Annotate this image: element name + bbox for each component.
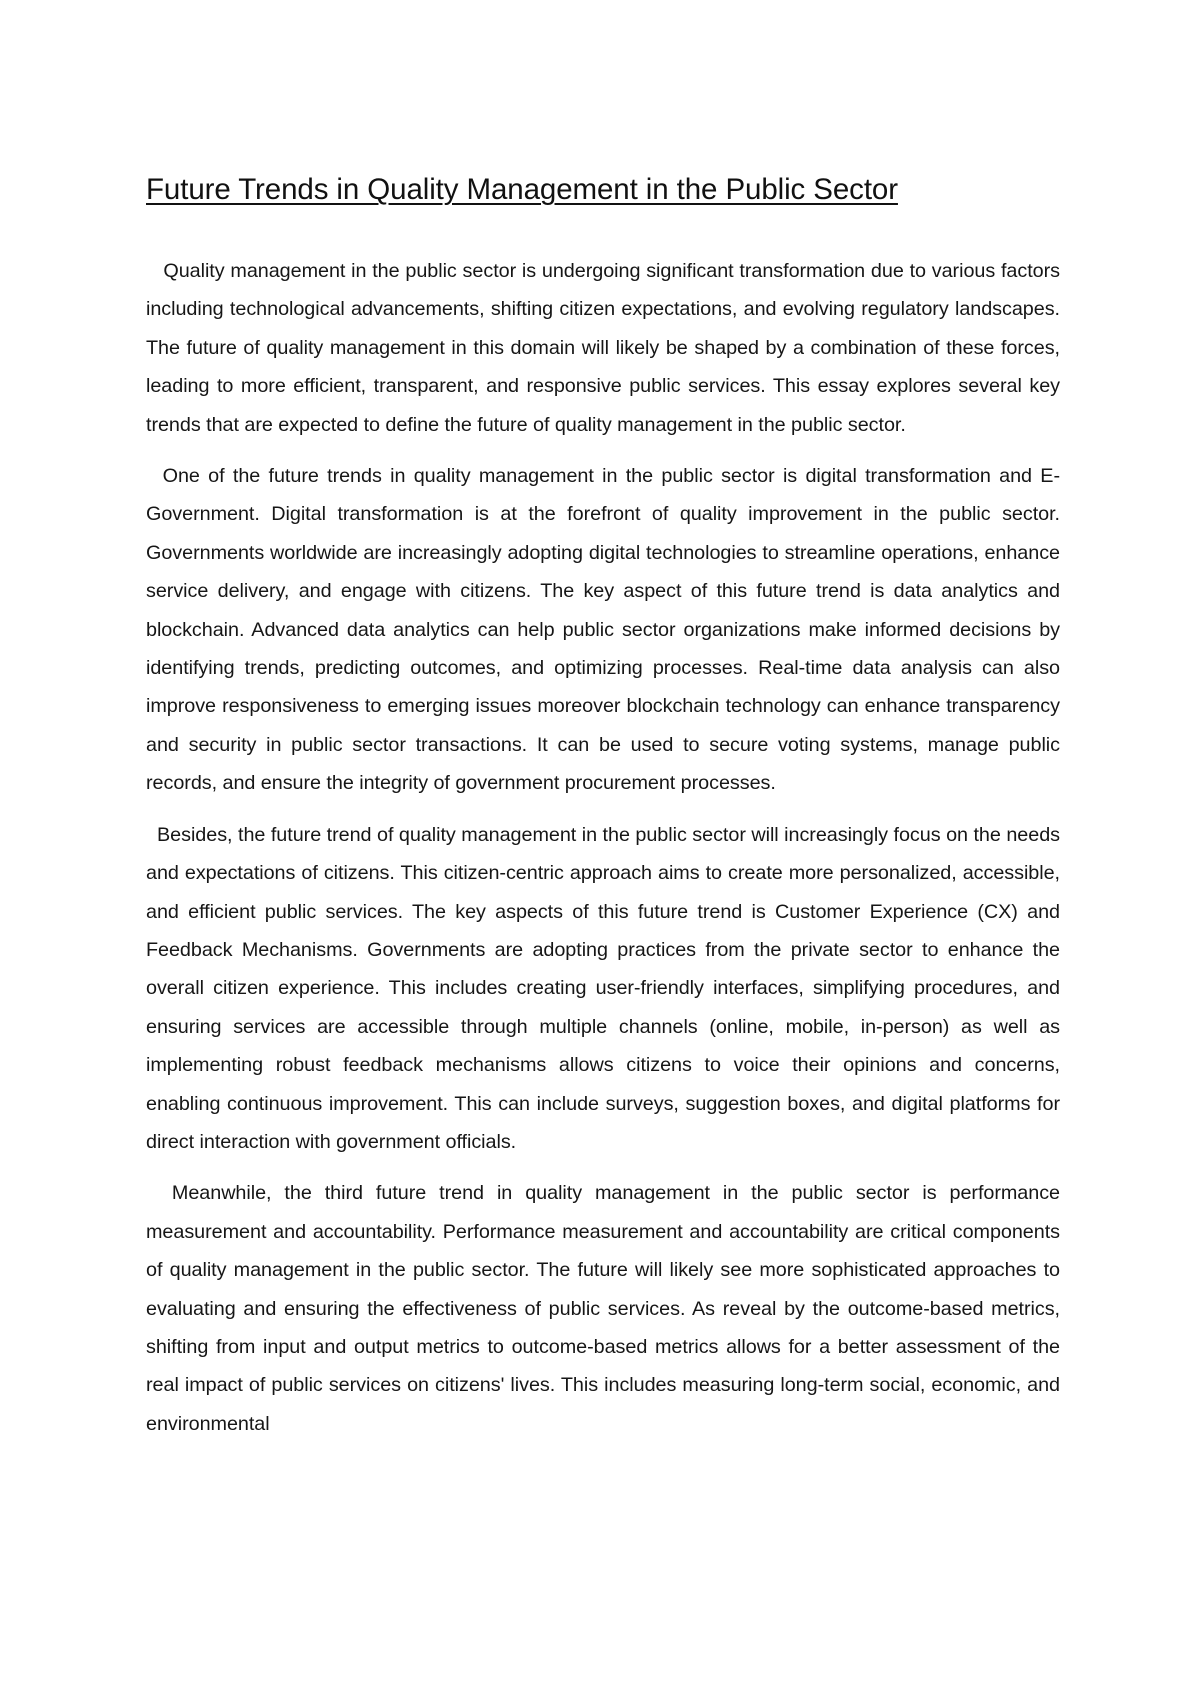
document-title: Future Trends in Quality Management in the Public Sector	[146, 173, 898, 206]
paragraph-citizen-centric: Besides, the future trend of quality management in the public sector will increasingly focus on the needs and expectations of citizens. This citizen-centric approach aims to create more personalized, accessible, and efficient public services. The key aspects of this future trend is Customer Experience (CX) and Feedback Mechanisms. Governments are adopting practices from the private sector to enhance the overall citizen experience. This includes creating user-friendly interfaces, simplifying procedures, and ensuring services are accessible through multiple channels (online, mobile, in-person) as well as implementing robust feedback mechanisms allows citizens to voice their opinions and concerns, enabling continuous improvement. This can include surveys, suggestion boxes, and digital platforms for direct interaction with government officials.	[146, 823, 1060, 1153]
paragraph-performance-measurement: Meanwhile, the third future trend in quality management in the public sector is performance measurement and accountability. Performance measurement and accountability are critical components of quality management in the public sector. The future will likely see more sophisticated approaches to evaluating and ensuring the effectiveness of public services. As reveal by the outcome-based metrics, shifting from input and output metrics to outcome-based metrics allows for a better assessment of the real impact of public services on citizens' lives. This includes measuring long-term social, economic, and environmental	[146, 1182, 1060, 1435]
paragraph-digital-transformation: One of the future trends in quality management in the public sector is digital transformation and E-Government. Digital transformation is at the forefront of quality improvement in the public sector. Governments worldwide are increasingly adopting digital technologies to streamline operations, enhance service delivery, and engage with citizens. The key aspect of this future trend is data analytics and blockchain. Advanced data analytics can help public sector organizations make informed decisions by identifying trends, predicting outcomes, and optimizing processes. Real-time data analysis can also improve responsiveness to emerging issues moreover blockchain technology can enhance transparency and security in public sector transactions. It can be used to secure voting systems, manage public records, and ensure the integrity of government procurement processes.	[146, 465, 1060, 795]
paragraph-intro: Quality management in the public sector is undergoing significant transformation due to various factors including technological advancements, shifting citizen expectations, and evolving regulatory landscapes. The future of quality management in this domain will likely be shaped by a combination of these forces, leading to more efficient, transparent, and responsive public services. This essay explores several key trends that are expected to define the future of quality management in the public sector.	[146, 260, 1060, 436]
document-body	[146, 170, 1060, 1456]
